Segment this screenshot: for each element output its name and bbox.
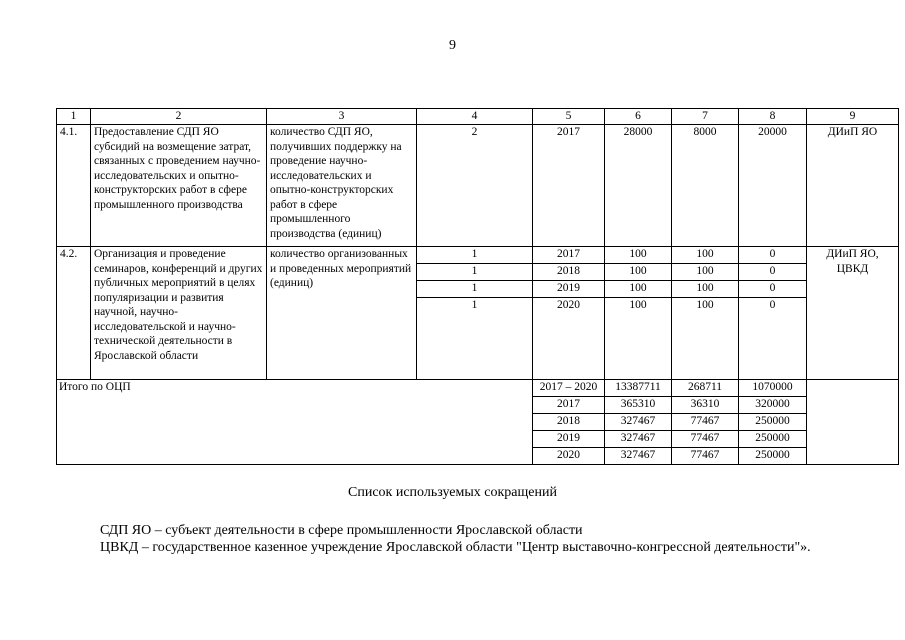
abbreviation-item: ЦВКД – государственное казенное учреждение Ярославской области "Центр выставочно-конгрессной деятельности"». xyxy=(100,540,811,555)
amount-other: 20000 xyxy=(739,125,807,247)
amount-regional: 100 xyxy=(672,247,739,264)
amount-total: 100 xyxy=(605,247,672,264)
amount-regional: 36310 xyxy=(672,397,739,414)
header-cell: 9 xyxy=(807,109,899,125)
amount-total: 100 xyxy=(605,281,672,298)
header-cell: 7 xyxy=(672,109,739,125)
indicator-name: количество СДП ЯО, получивших поддержку на проведение научно-исследовательских и опытно-конструкторских работ в сфере промышленного производства (единиц) xyxy=(267,125,417,247)
year-cell: 2017 – 2020 xyxy=(533,380,605,397)
executor: ДИиП ЯО xyxy=(807,125,899,247)
amount-other: 0 xyxy=(739,264,807,281)
amount-other: 0 xyxy=(739,298,807,380)
amount-other: 250000 xyxy=(739,448,807,465)
amount-total: 100 xyxy=(605,264,672,281)
executor: ДИиП ЯО, ЦВКД xyxy=(807,247,899,380)
header-cell: 5 xyxy=(533,109,605,125)
table-header-row xyxy=(57,109,899,125)
year-cell: 2017 xyxy=(533,125,605,247)
table-row xyxy=(57,247,899,264)
amount-regional: 100 xyxy=(672,281,739,298)
indicator-value: 1 xyxy=(417,264,533,281)
row-number: 4.1. xyxy=(57,125,91,247)
amount-regional: 77467 xyxy=(672,414,739,431)
total-row xyxy=(57,380,899,397)
year-cell: 2017 xyxy=(533,247,605,264)
amount-other: 0 xyxy=(739,247,807,264)
program-table xyxy=(56,108,899,465)
header-cell: 6 xyxy=(605,109,672,125)
header-cell: 4 xyxy=(417,109,533,125)
header-cell: 8 xyxy=(739,109,807,125)
indicator-value: 1 xyxy=(417,281,533,298)
amount-regional: 268711 xyxy=(672,380,739,397)
abbreviations-title: Список используемых сокращений xyxy=(348,485,557,500)
year-cell: 2020 xyxy=(533,448,605,465)
indicator-value: 1 xyxy=(417,247,533,264)
header-cell: 3 xyxy=(267,109,417,125)
amount-total: 100 xyxy=(605,298,672,380)
year-cell: 2018 xyxy=(533,414,605,431)
amount-total: 327467 xyxy=(605,431,672,448)
year-cell: 2019 xyxy=(533,431,605,448)
page-number: 9 xyxy=(449,38,456,53)
amount-regional: 8000 xyxy=(672,125,739,247)
abbreviation-item: СДП ЯО – субъект деятельности в сфере промышленности Ярославской области xyxy=(100,523,583,538)
indicator-value: 1 xyxy=(417,298,533,380)
executor-empty xyxy=(807,380,899,465)
amount-total: 327467 xyxy=(605,414,672,431)
header-cell: 1 xyxy=(57,109,91,125)
indicator-value: 2 xyxy=(417,125,533,247)
year-cell: 2018 xyxy=(533,264,605,281)
total-label: Итого по ОЦП xyxy=(57,380,533,465)
amount-other: 0 xyxy=(739,281,807,298)
amount-other: 1070000 xyxy=(739,380,807,397)
activity-name: Организация и проведение семинаров, конференций и других публичных мероприятий в целях популяризации и развития научной, научно-исследовательской и научно-технической деятельности в Ярославской области xyxy=(91,247,267,380)
amount-total: 13387711 xyxy=(605,380,672,397)
amount-other: 250000 xyxy=(739,431,807,448)
amount-other: 250000 xyxy=(739,414,807,431)
year-cell: 2017 xyxy=(533,397,605,414)
row-number: 4.2. xyxy=(57,247,91,380)
activity-name: Предоставление СДП ЯО субсидий на возмещение затрат, связанных с проведением научно-исследовательских и опытно-конструкторских работ в сфере промышленного производства xyxy=(91,125,267,247)
amount-total: 327467 xyxy=(605,448,672,465)
amount-total: 365310 xyxy=(605,397,672,414)
year-cell: 2020 xyxy=(533,298,605,380)
header-cell: 2 xyxy=(91,109,267,125)
amount-regional: 100 xyxy=(672,298,739,380)
table-row xyxy=(57,125,899,247)
amount-regional: 100 xyxy=(672,264,739,281)
year-cell: 2019 xyxy=(533,281,605,298)
amount-other: 320000 xyxy=(739,397,807,414)
indicator-name: количество организованных и проведенных мероприятий (единиц) xyxy=(267,247,417,380)
amount-total: 28000 xyxy=(605,125,672,247)
amount-regional: 77467 xyxy=(672,448,739,465)
amount-regional: 77467 xyxy=(672,431,739,448)
